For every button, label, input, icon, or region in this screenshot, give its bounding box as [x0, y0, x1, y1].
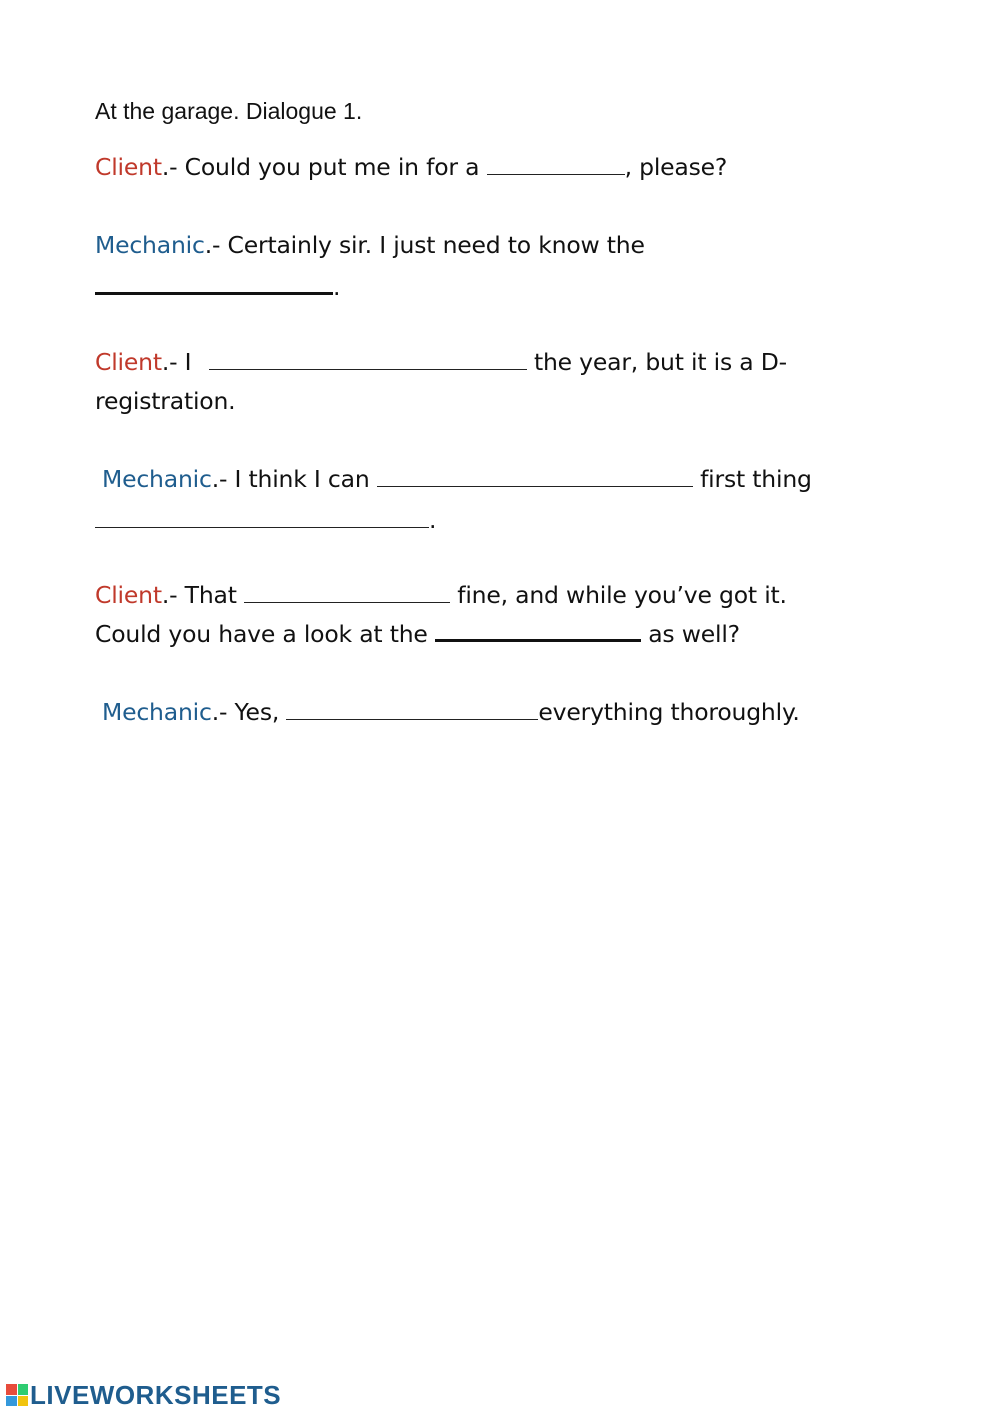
line-text: first thing [692, 465, 812, 493]
dialogue-line-client-2 [95, 347, 787, 377]
line-text: as well? [640, 620, 740, 648]
dialogue-line-continued [95, 272, 340, 302]
line-text: .- I think I can [211, 465, 377, 493]
answer-blank[interactable] [95, 526, 429, 528]
answer-blank[interactable] [435, 638, 641, 642]
dialogue-line-client-3 [95, 580, 787, 610]
line-text: .- I [161, 348, 199, 376]
speaker-mechanic: Mechanic [95, 231, 205, 259]
answer-blank[interactable] [377, 485, 693, 487]
dialogue-line-mechanic-2 [102, 464, 812, 494]
speaker-mechanic: Mechanic [102, 698, 212, 726]
line-text: .- Yes, [211, 698, 287, 726]
line-text: . [333, 273, 341, 301]
dialogue-line-continued [95, 505, 436, 535]
line-text: .- That [161, 581, 244, 609]
answer-blank[interactable] [209, 368, 527, 370]
answer-blank[interactable] [286, 718, 538, 720]
dialogue-line-mechanic-3 [102, 697, 800, 727]
answer-blank[interactable] [487, 173, 625, 175]
line-text: Could you have a look at the [95, 620, 435, 648]
line-text: .- Could you put me in for a [161, 153, 487, 181]
line-text: everything thoroughly. [538, 698, 800, 726]
speaker-client: Client [95, 348, 162, 376]
dialogue-line-continued [95, 619, 740, 649]
answer-blank[interactable] [244, 601, 450, 603]
speaker-client: Client [95, 581, 162, 609]
line-text: the year, but it is a D- [526, 348, 787, 376]
speaker-client: Client [95, 153, 162, 181]
page-title: At the garage. Dialogue 1. [95, 98, 363, 124]
footer-brand[interactable] [6, 1381, 281, 1409]
liveworksheets-logo-icon [6, 1384, 28, 1406]
line-text: registration. [95, 387, 236, 415]
dialogue-line-continued [95, 386, 235, 416]
dialogue-line-client-1 [95, 152, 727, 182]
line-text: , please? [624, 153, 728, 181]
line-text: .- Certainly sir. I just need to know the [204, 231, 645, 259]
line-text: . [429, 506, 437, 534]
speaker-mechanic: Mechanic [102, 465, 212, 493]
line-text: fine, and while you’ve got it. [450, 581, 787, 609]
answer-blank[interactable] [95, 291, 333, 295]
dialogue-line-mechanic-1 [95, 230, 645, 260]
brand-name: LIVEWORKSHEETS [30, 1380, 282, 1410]
